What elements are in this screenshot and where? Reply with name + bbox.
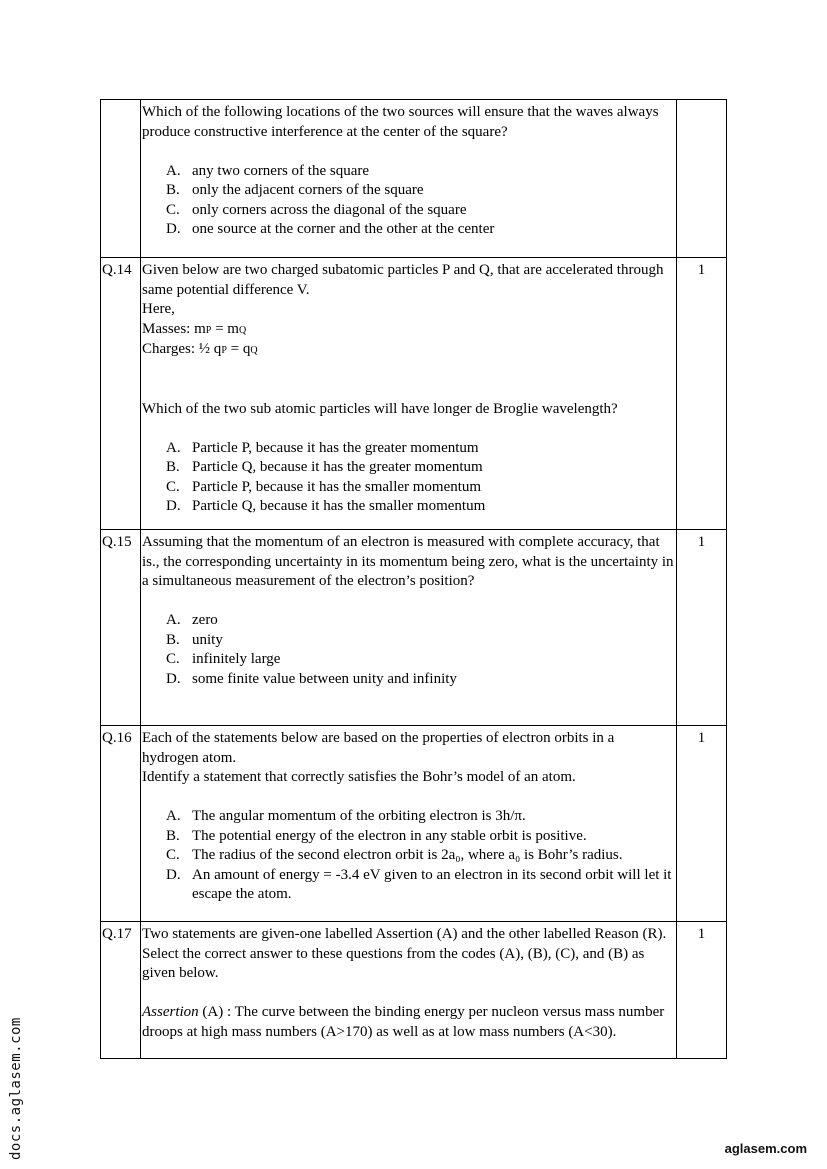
options-list bbox=[142, 807, 674, 905]
watermark: docs.aglasem.com bbox=[8, 1017, 24, 1160]
question-number: Q.15 bbox=[101, 530, 141, 726]
question-text: Which of the two sub atomic particles will have longer de Broglie wavelength? bbox=[142, 400, 618, 417]
question-stem: Which of the following locations of the two sources will ensure that the waves always produce constructive interference at the center of the square? bbox=[142, 104, 659, 140]
question-stem: Given below are two charged subatomic particles P and Q, that are accelerated through same potential difference V. bbox=[142, 262, 664, 298]
option-a: A. Particle P, because it has the greater momentum bbox=[166, 439, 479, 456]
marks: 1 bbox=[677, 258, 727, 530]
question-row bbox=[101, 530, 727, 726]
marks: 1 bbox=[677, 530, 727, 726]
option-b: B. The potential energy of the electron in any stable orbit is positive. bbox=[166, 827, 587, 844]
question-number: Q.16 bbox=[101, 726, 141, 922]
option-a: A. any two corners of the square bbox=[166, 162, 370, 179]
option-c: C. only corners across the diagonal of the square bbox=[166, 201, 467, 218]
marks bbox=[677, 100, 727, 258]
option-b: B. unity bbox=[166, 631, 223, 648]
question-number bbox=[101, 100, 141, 258]
options-list bbox=[142, 611, 674, 689]
options-list bbox=[142, 162, 674, 240]
question-row bbox=[101, 258, 727, 530]
question-stem: Two statements are given-one labelled Assertion (A) and the other labelled Reason (R). Select the correct answer to these questions from the codes (A), (B), (C), and (B) as given below. bbox=[142, 926, 667, 981]
masses-line: Masses: mP = mQ bbox=[142, 320, 247, 337]
options-list bbox=[142, 439, 674, 517]
charges-line: Charges: ½ qP = qQ bbox=[142, 341, 258, 357]
assertion-line: Assertion (A) : The curve between the binding energy per nucleon versus mass number droops at high mass numbers (A>170) as well as at low mass numbers (A<30). bbox=[142, 1004, 665, 1040]
question-stem: Assuming that the momentum of an electron is measured with complete accuracy, that is., the corresponding uncertainty in its momentum being zero, what is the uncertainty in a simultaneous measurement of the electron’s position? bbox=[142, 534, 674, 589]
assertion-label: Assertion bbox=[142, 1004, 199, 1020]
option-a: A. zero bbox=[166, 612, 218, 628]
option-d: D. Particle Q, because it has the smaller momentum bbox=[166, 498, 486, 514]
question-stem: Each of the statements below are based on the properties of electron orbits in a hydrogen atom. bbox=[142, 730, 615, 766]
question-here: Here, bbox=[142, 301, 175, 317]
option-c: C. The radius of the second electron orbit is 2a₀, where a₀ is Bohr’s radius. bbox=[166, 847, 623, 863]
option-a: A. The angular momentum of the orbiting electron is 3h/π. bbox=[166, 808, 526, 824]
marks: 1 bbox=[677, 922, 727, 1059]
footer-brand: aglasem.com bbox=[724, 1141, 807, 1156]
question-instruction: Identify a statement that correctly satisfies the Bohr’s model of an atom. bbox=[142, 769, 576, 785]
option-b: B. only the adjacent corners of the square bbox=[166, 182, 424, 198]
question-table bbox=[100, 99, 727, 1059]
question-body bbox=[141, 922, 677, 1059]
question-row bbox=[101, 100, 727, 258]
marks: 1 bbox=[677, 726, 727, 922]
question-row bbox=[101, 726, 727, 922]
question-body bbox=[141, 530, 677, 726]
question-body bbox=[141, 726, 677, 922]
option-d: D. one source at the corner and the other at the center bbox=[166, 221, 495, 237]
question-row bbox=[101, 922, 727, 1059]
option-b: B. Particle Q, because it has the greater momentum bbox=[166, 459, 483, 475]
option-c: C. infinitely large bbox=[166, 651, 281, 667]
question-number: Q.17 bbox=[101, 922, 141, 1059]
question-body bbox=[141, 258, 677, 530]
option-d: D. An amount of energy = -3.4 eV given to an electron in its second orbit will let it escape the atom. bbox=[166, 866, 672, 902]
question-body bbox=[141, 100, 677, 258]
question-number: Q.14 bbox=[101, 258, 141, 530]
option-c: C. Particle P, because it has the smaller momentum bbox=[166, 478, 482, 495]
option-d: D. some finite value between unity and infinity bbox=[166, 670, 457, 687]
